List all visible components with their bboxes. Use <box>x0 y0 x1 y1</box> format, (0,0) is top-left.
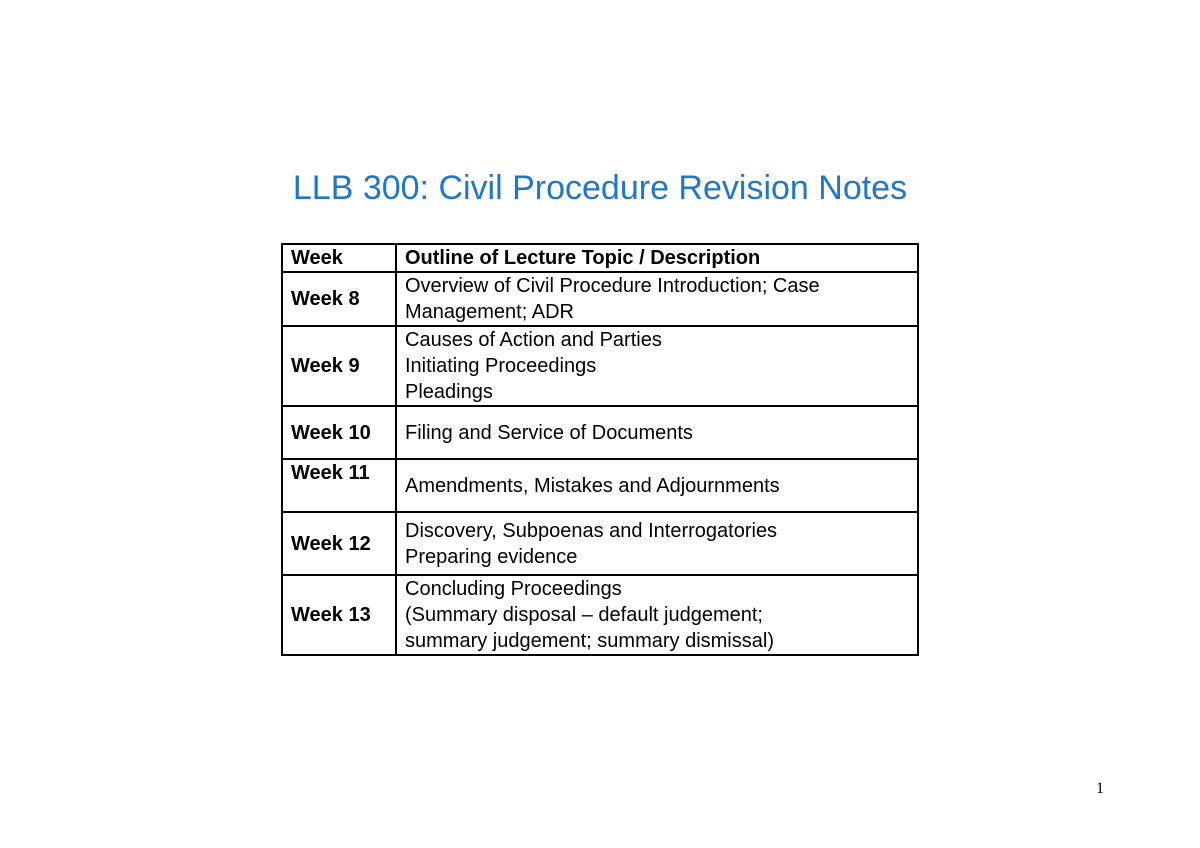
description-line: Pleadings <box>405 381 493 403</box>
week-cell: Week 13 <box>282 575 396 655</box>
table-row <box>282 272 918 326</box>
table-row <box>282 512 918 575</box>
description-line: Causes of Action and Parties <box>405 329 662 351</box>
table-row <box>282 575 918 655</box>
description-line: (Summary disposal – default judgement; <box>405 604 763 626</box>
table-row <box>282 326 918 406</box>
header-week: Week <box>282 244 396 272</box>
description-line: Overview of Civil Procedure Introduction; Case <box>405 275 820 297</box>
week-cell: Week 11 <box>282 459 396 512</box>
week-cell: Week 10 <box>282 406 396 459</box>
description-cell <box>396 459 918 512</box>
description-cell <box>396 406 918 459</box>
table-row <box>282 459 918 512</box>
description-line: Management; ADR <box>405 301 574 323</box>
description-line: Amendments, Mistakes and Adjournments <box>405 475 780 497</box>
week-cell: Week 8 <box>282 272 396 326</box>
week-cell: Week 12 <box>282 512 396 575</box>
description-cell <box>396 326 918 406</box>
description-line: Filing and Service of Documents <box>405 421 693 444</box>
header-description: Outline of Lecture Topic / Description <box>396 244 918 272</box>
description-line: summary judgement; summary dismissal) <box>405 630 774 652</box>
lecture-schedule-table <box>281 243 919 656</box>
description-line: Discovery, Subpoenas and Interrogatories <box>405 519 778 542</box>
page-number: 1 <box>1096 780 1104 797</box>
description-line: Preparing evidence <box>405 545 578 568</box>
description-line: Initiating Proceedings <box>405 355 597 377</box>
description-cell <box>396 575 918 655</box>
table-row <box>282 406 918 459</box>
table-header-row <box>282 244 918 272</box>
description-cell <box>396 272 918 326</box>
document-title: LLB 300: Civil Procedure Revision Notes <box>292 169 908 207</box>
description-line: Concluding Proceedings <box>405 578 622 600</box>
week-cell: Week 9 <box>282 326 396 406</box>
description-cell <box>396 512 918 575</box>
